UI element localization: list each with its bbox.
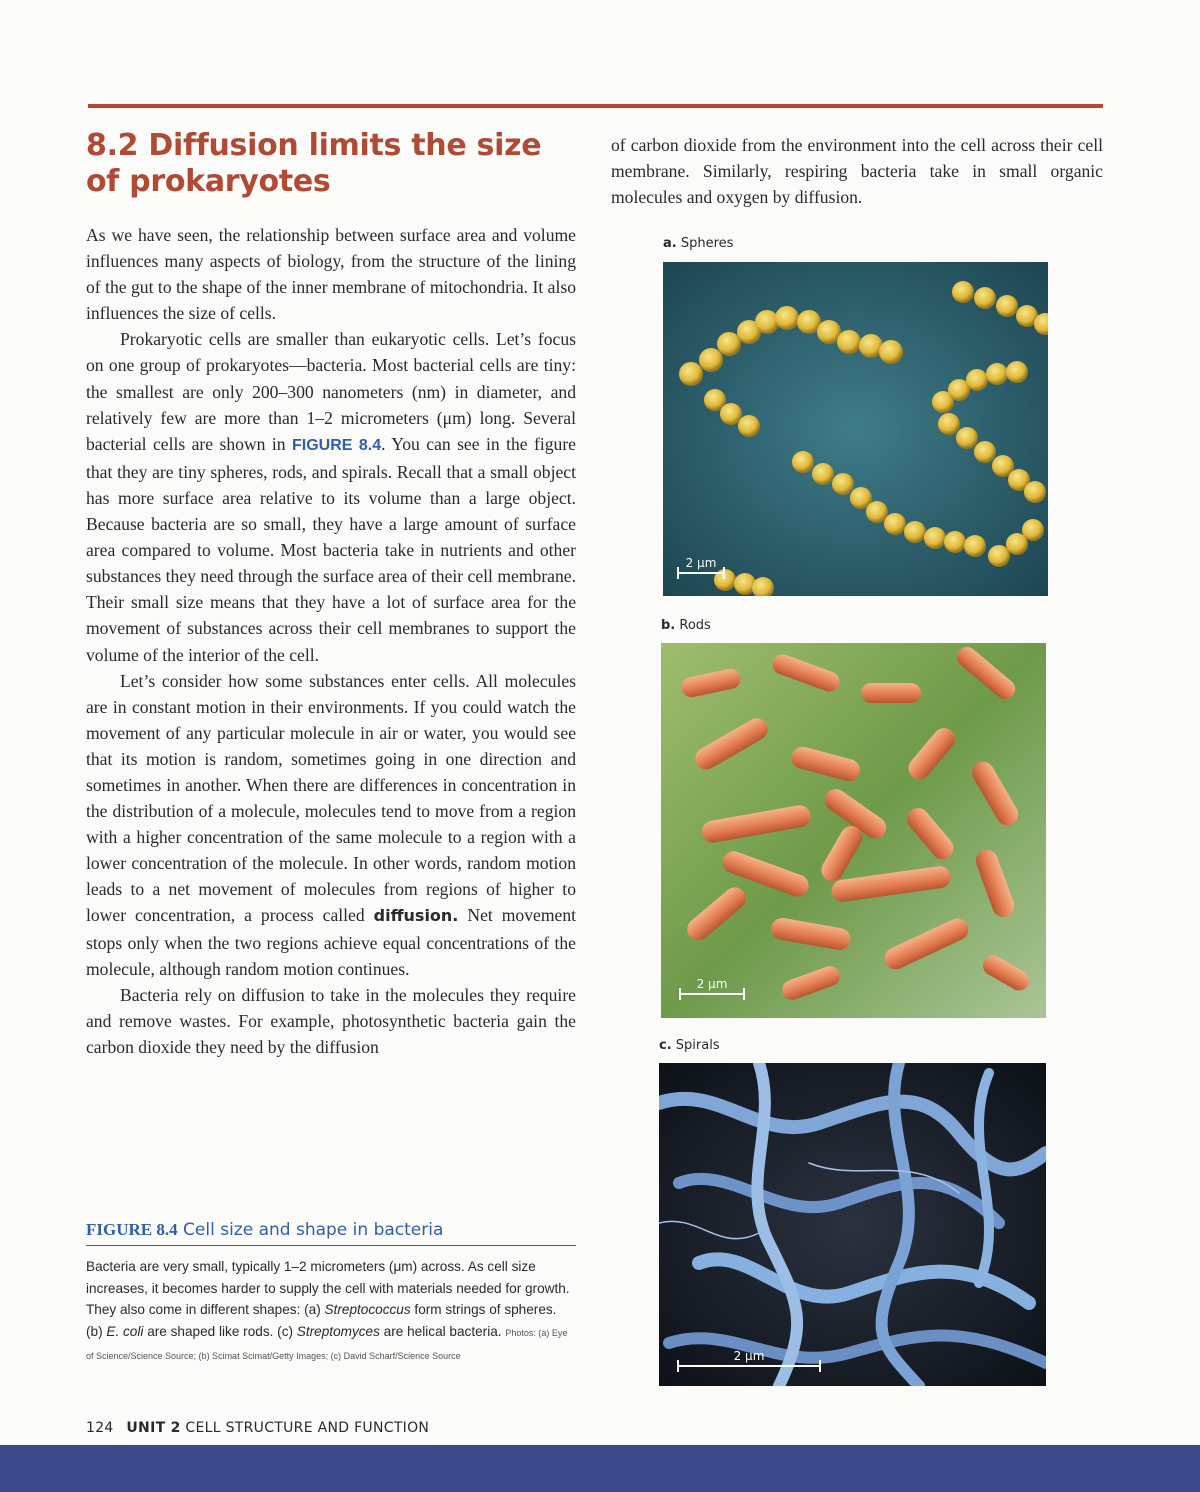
paragraph-3: Let’s consider how some substances enter cells. All molecules are in constant motion in their environments. If you could watch the movement of any particular molecule in air or water, you would see that its motion is random, sometimes going in one direction and sometimes in another. When there are differences in concentration in the distribution of a molecule, molecules tend to move from a region with a higher concentration of the same molecule to a region with a lower concentration of the molecule. In other words, random motion leads to a net movement of molecules from regions of higher to lower concentration, a process called diffusion. Net movement stops only when the two regions achieve equal concentrations of the molecule, although random motion continues. — [86, 670, 576, 979]
scale-bar-b: 2 μm — [679, 977, 745, 995]
unit-title: CELL STRUCTURE AND FUNCTION — [185, 1420, 430, 1436]
rods-micrograph — [661, 643, 1046, 1018]
paragraph-1: As we have seen, the relationship between surface area and volume influences many aspects of biology, from the structure of the lining of the gut to the shape of the inner membrane of mitochondria. It also influences the size of cells. — [86, 225, 576, 324]
photo-credits: Photos: (a) Eye of Science/Science Source; (b) Scimat Scimat/Getty Images; (c) David Scharf/Science Source — [86, 1327, 568, 1361]
paragraph-2: Prokaryotic cells are smaller than eukaryotic cells. Let’s focus on one group of prokaryotes—bacteria. Most bacterial cells are tiny: the smallest are only 200–300 nanometers (nm) in diameter, and relatively few are more than 1–2 micrometers (μm) long. Several bacterial cells are shown in FIGURE 8.4. You can see in the figure that they are tiny spheres, rods, and spirals. Recall that a small object has more surface area relative to its volume than a large object. Because bacteria are so small, they have a large amount of surface area compared to volume. Most bacteria take in nutrients and other substances they need through the surface area of their cell membrane. Their small size means that they have a lot of surface area for the movement of substances across their cell membranes to support the volume of the interior of the cell. — [86, 329, 576, 665]
figure-reference-link[interactable]: FIGURE 8.4 — [291, 436, 382, 454]
figure-number: FIGURE 8.4 — [86, 1220, 178, 1239]
left-column — [86, 128, 576, 1060]
top-rule — [88, 104, 1103, 108]
scale-bar-a: 2 μm — [677, 556, 725, 574]
page-number: 124 — [86, 1420, 114, 1436]
scale-bar-c: 2 μm — [677, 1349, 821, 1367]
paragraph-4: Bacteria rely on diffusion to take in the molecules they require and remove wastes. For example, photosynthetic bacteria gain the carbon dioxide they need by the diffusion — [86, 984, 576, 1057]
figure-caption — [86, 1220, 576, 1368]
spheres-micrograph — [663, 262, 1048, 596]
panel-a-label: a. Spheres — [663, 236, 734, 251]
section-title-line1: 8.2 Diffusion limits the size — [86, 128, 542, 163]
section-title-line2: of prokaryotes — [86, 164, 331, 199]
page-footer — [86, 1420, 429, 1436]
unit-label: UNIT 2 — [126, 1420, 181, 1436]
key-term-diffusion: diffusion. — [373, 906, 459, 926]
figure-caption-title — [86, 1220, 576, 1246]
figure-caption-text: Bacteria are very small, typically 1–2 micrometers (μm) across. As cell size increases, it becomes harder to supply the cell with materials needed for growth. They also come in different shapes: (a) Streptococcus form strings of spheres. (b) E. coli are shaped like rods. (c) Streptomyces are helical bacteria. Photos: (a) Eye of Science/Science Source; (b) Scimat Scimat/Getty Images; (c) David Scharf/Science Source — [86, 1259, 570, 1361]
panel-b-label: b. Rods — [661, 618, 711, 633]
bottom-band — [0, 1445, 1200, 1492]
section-title — [86, 128, 576, 200]
right-column-text — [611, 132, 1103, 210]
panel-c-label: c. Spirals — [659, 1038, 720, 1053]
figure-title: Cell size and shape in bacteria — [183, 1220, 444, 1240]
spirals-micrograph — [659, 1063, 1046, 1386]
paragraph-5: of carbon dioxide from the environment into the cell across their cell membrane. Similarly, respiring bacteria take in small organic molecules and oxygen by diffusion. — [611, 135, 1103, 208]
